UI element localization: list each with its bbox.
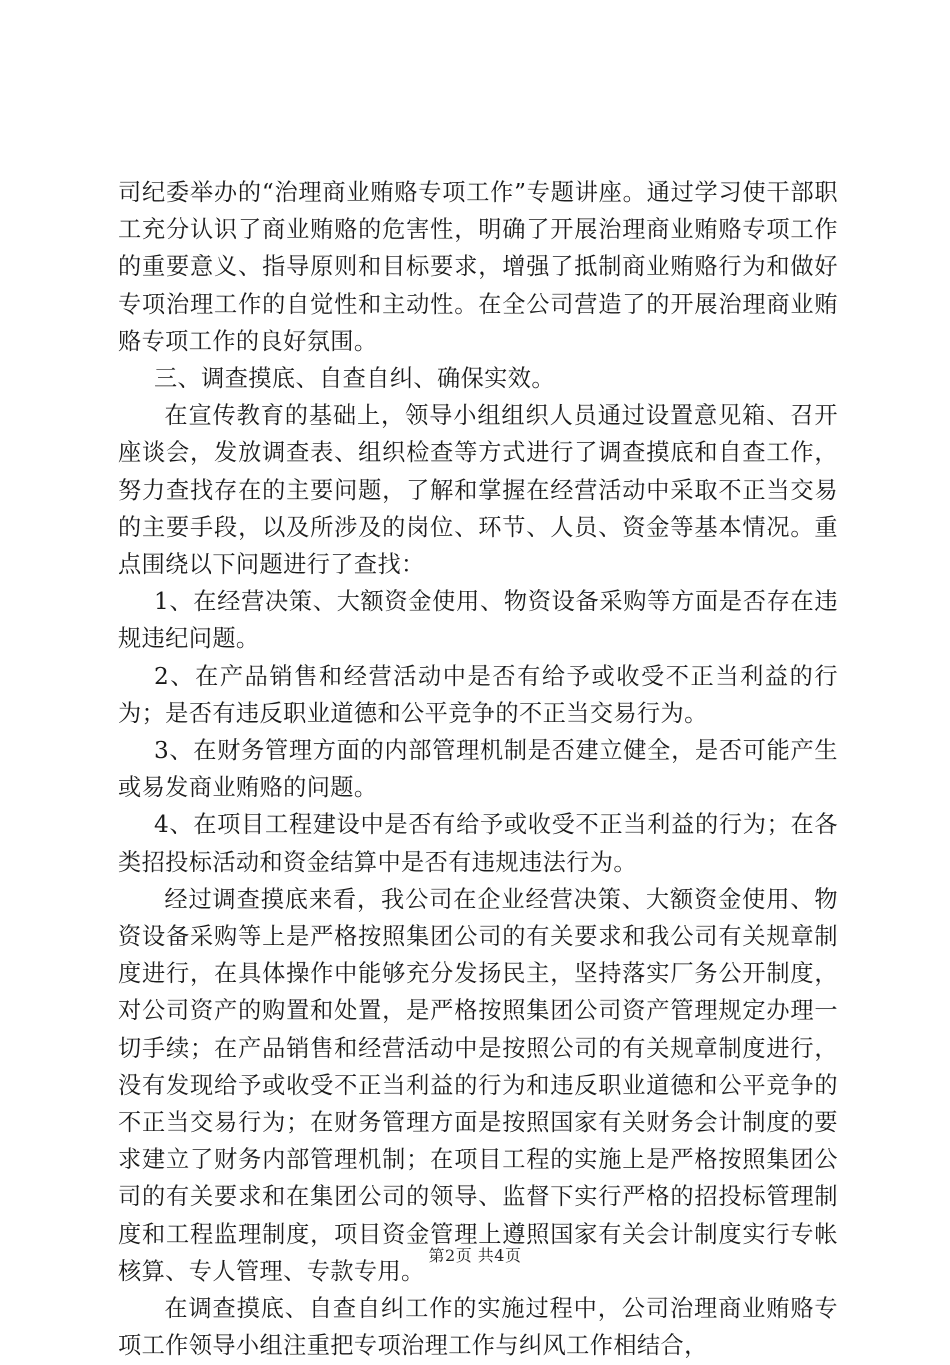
list-item: 4、在项目工程建设中是否有给予或收受不正当利益的行为；在各类招投标活动和资金结算中是否有违规违法行为。 xyxy=(118,811,838,876)
paragraph: 在宣传教育的基础上，领导小组组织人员通过设置意见箱、召开座谈会，发放调查表、组织检查等方式进行了调查摸底和自查工作，努力查找存在的主要问题，了解和掌握在经营活动中采取不正当交易的主要手段，以及所涉及的岗位、环节、人员、资金等基本情况。重点围绕以下问题进行了查找： xyxy=(118,402,838,579)
paragraph-continuation: 司纪委举办的“治理商业贿赂专项工作”专题讲座。通过学习使干部职工充分认识了商业贿赂的危害性，明确了开展治理商业贿赂专项工作的重要意义、指导原则和目标要求，增强了抵制商业贿赂行为和做好专项治理工作的自觉性和主动性。在全公司营造了的开展治理商业贿赂专项工作的良好氛围。 xyxy=(118,179,838,355)
list-item: 2、在产品销售和经营活动中是否有给予或收受不正当利益的行为；是否有违反职业道德和公平竞争的不正当交易行为。 xyxy=(118,662,838,727)
list-item: 1、在经营决策、大额资金使用、物资设备采购等方面是否存在违规违纪问题。 xyxy=(118,588,838,653)
page-footer: 第2页 共4页 xyxy=(428,1246,522,1265)
document-body xyxy=(118,174,838,1365)
list-item: 3、在财务管理方面的内部管理机制是否建立健全，是否可能产生或易发商业贿赂的问题。 xyxy=(118,737,838,802)
section-heading: 三、调查摸底、自查自纠、确保实效。 xyxy=(153,365,555,393)
paragraph: 经过调查摸底来看，我公司在企业经营决策、大额资金使用、物资设备采购等上是严格按照集团公司的有关要求和我公司有关规章制度进行，在具体操作中能够充分发扬民主，坚持落实厂务公开制度，对公司资产的购置和处置，是严格按照集团公司资产管理规定办理一切手续；在产品销售和经营活动中是按照公司的有关规章制度进行，没有发现给予或收受不正当利益的行为和违反职业道德和公平竞争的不正当交易行为；在财务管理方面是按照国家有关财务会计制度的要求建立了财务内部管理机制；在项目工程的实施上是严格按照集团公司的有关要求和在集团公司的领导、监督下实行严格的招投标管理制度和工程监理制度，项目资金管理上遵照国家有关会计制度实行专帐核算、专人管理、专款专用。 xyxy=(118,885,838,1285)
paragraph: 在调查摸底、自查自纠工作的实施过程中，公司治理商业贿赂专项工作领导小组注重把专项治理工作与纠风工作相结合， xyxy=(118,1295,838,1360)
